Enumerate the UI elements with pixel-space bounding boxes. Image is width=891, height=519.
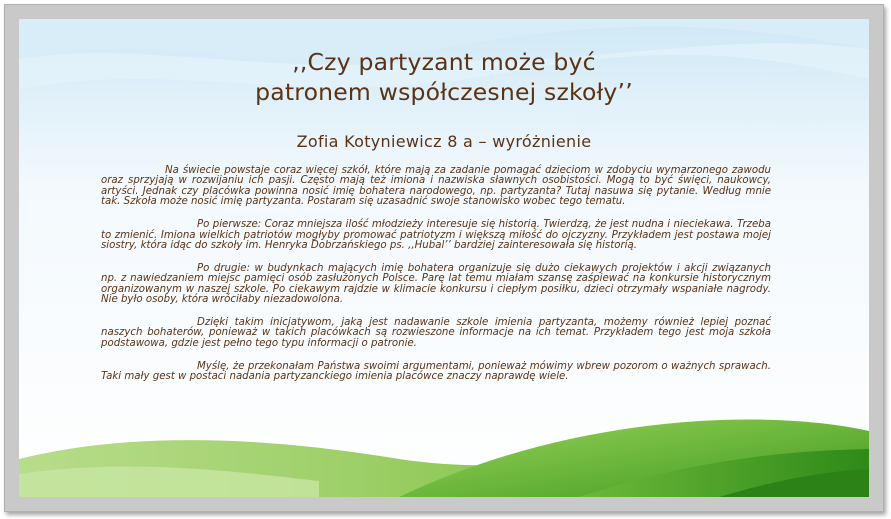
slide-subtitle: Zofia Kotyniewicz 8 a – wyróżnienie [296,132,592,151]
paragraph-third-argument: Dzięki takim inicjatywom, jaką jest nadawanie szkole imienia partyzanta, możemy również lepiej poznać naszych bohaterów, ponieważ w takich placówkach są rozwieszone informacje na ich temat. Przykładem tego jest moja szkoła podstawowa, gdzie jest pełno tego typu informacji o patronie. [101,316,771,349]
title-line-2: patronem współczesnej szkoły’’ [255,78,633,106]
slide [19,19,869,497]
essay-body [101,166,771,395]
slide-content [19,19,869,497]
slide-frame [4,4,884,512]
paragraph-second-argument: Po drugie: w budynkach mających imię bohatera organizuje się dużo ciekawych projektów i akcji związanych np. z nawiedzaniem miejsc pamięci osób zasłużonych Polsce. Parę lat temu miałam szansę zaśpiewać na konkursie historycznym organizowanym w naszej szkole. Po ciekawym rajdzie w klimacie konkursu i ciepłym posiłku, dzieci otrzymały wspaniałe nagrody. Nie było osoby, która wróciłaby niezadowolona. [101,262,771,306]
paragraph-conclusion: Myślę, że przekonałam Państwa swoimi argumentami, ponieważ mówimy wbrew pozorom o ważnych sprawach. Taki mały gest w postaci nadania partyzanckiego imienia placówce znaczy naprawdę wiele. [101,360,771,383]
title-line-1: ,,Czy partyzant może być [292,48,596,76]
slide-title [19,47,869,107]
paragraph-first-argument: Po pierwsze: Coraz mniejsza ilość młodzieży interesuje się historią. Twierdzą, że jest nudna i nieciekawa. Trzeba to zmienić. Imiona wielkich patriotów mogłyby promować patriotyzm i większą miłość do ojczyzny. Przykładem jest postawa mojej siostry, która idąc do szkoły im. Henryka Dobrzańskiego ps. ,,Hubal’’ bardziej zainteresowała się historią. [101,219,771,251]
paragraph-intro: Na świecie powstaje coraz więcej szkół, które mają za zadanie pomagać dzieciom w zdobyciu wymarzonego zawodu oraz sprzyjają w rozwijaniu ich pasji. Często mają też imiona i nazwiska sławnych osobistości. Mogą to być święci, naukowcy, artyści. Jednak czy placówka powinna nosić imię bohatera narodowego, np. partyzanta? Tutaj nasuwa się pytanie. Według mnie tak. Szkoła może nosić imię partyzanta. Postaram się uzasadnić swoje stanowisko wobec tego tematu. [101,165,771,208]
